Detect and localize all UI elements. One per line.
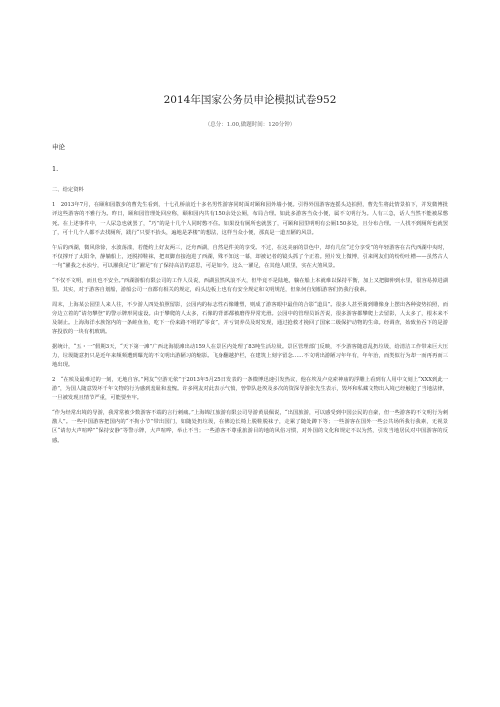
paragraph: 1 2013年7月，在颐和园散步的曹先生看到，十七孔桥前近十多名男性游客同时面对颐和园外墙小便。引得外国游客连摇头边拍照，曹先生将此情景拍下，并发微博批评这些游客的不雅行为。昨日，颐和园管理处回应称，颐和园内共有150余处公厕，布局合理。如此多游客当众小便，属不文明行为。人有三急，话人当然不能被尿憋死。在上述事件中，一人尿急也就罢了，“巧”的是十几个人同时憋不住。如果没有厕所也就罢了，可颐和园里明明有公厕150多处，且分布合理。一人找不到厕所也就罢了，可十几个人都不去找厕所，践行“只要不抬头，遍地是茅楼”的想法，这样当众小便，那真是一道丑陋的风景。 xyxy=(52,202,448,236)
section-title: 申论 xyxy=(52,143,65,151)
sub-heading: 二、给定资料 xyxy=(52,187,84,193)
paragraph: 午后的西湖，微风徐徐，水波荡漾，若能约上好友两三，泛舟西湖，自然是件美的享受。不过，在这美丽的景色中，却有几位“过分享受”的年轻游客在古代西湖中央时，不仅撑开了太阳伞，静躺船上，还脱掉鞋袜，把双脚直接泡进了西湖，殊不知这一幕，却被记者的镜头抓了个正着。照片发上微博，引来网友们的纷纷吐槽——虽然古人一句“濯我之水浊兮，可以濯我足”让“濯足”有了保持高洁的意思，可是如今，这么一濯足，在其他人眼里，实在大煞风景。 xyxy=(52,244,448,269)
document-title: 2014年国家公务员申论模拟试卷952 xyxy=(163,94,337,106)
paragraph: “作为经常出境的导游，我常常被少数游客不端的言行刺痛。”上海锦江旅游有限公司导游黄晨佩说，“出国旅游，可以感受到中国公民的自豪，但一些游客的不文明行为刺激人”。一些中国游客把国内的“不拘小节”带出国门，如随处扔垃圾，在佛边长椅上脱鞋脱袜子，走累了随处蹲下等；一些游客在国外一些公共场所我行我素，无视景区“请勿大声喧哗”“保持安静”等警示牌，大声喧哗，举止不当；一些游客不尊重旅游目的地的风俗习惯，对外国的文化和规定不以为然，引发当地居民对中国游客的反感。 xyxy=(52,410,448,444)
exam-meta: （总分：1.00,做题时间：120分钟） xyxy=(204,122,296,128)
paragraph: 周末，上海某公园里人来人往，不少游人四处拍照留影，公园内的标志性石像雕塑，则成了游客眼中最佳的合影“道具”。很多人甚至骑到雕像身上摆出各种姿势拍照，而旁边立着的“请勿攀登”的警示牌形同虚设。由于攀爬的人太多，石像的背部都被磨得异常光滑。公园中的管理员诉苦说，很多游客都攀爬上去留影，人太多了，根本来不及制止。上海海洋水族馆内的一条鲑鱼鱼，吃下一份来路不明的“零食”，并亏饲养员及时发现，通过抢救才挽回了国家二级保护动物的生命。经调查，始致鱼吞下的是游客投放的一块有机玻璃。 xyxy=(52,301,448,336)
paragraph: “不仅不文明，而且也不安全。”西湖游船有限公司的工作人员说，西湖虽然风浪不大，但毕竟不是陆地，躺在船上本就难以保持平衡，加上又把脚伸到水里，很容易掉进湖里。其实，对于游客自划船，游船公司一直都有相关的规定，码头边板上也有有安全规定和文明规范，但象何自划船游客们仍我行我素。 xyxy=(52,277,448,293)
question-number: 1. xyxy=(52,165,59,173)
paragraph: 2 “在殡及最难过的一刻，无地自容。”网友“空游无依”于2013年5月25日发表的一条微博迅速引发热议，他在埃及卢克索神庙的浮雕上看到有人用中文刻上“XXX到此一游”，为国人随意毁坏千年文物的行为感到羞耻和羞愧。许多网友对此表示气愤，曾带队赴埃及多次的资深导游张先生表示，毁坏和私藏文物出入境已经触犯了当地法律，一旦被发现且情节严重，可能要坐牢。 xyxy=(52,376,448,402)
paragraph: 据统计，“五・一”假期3天，“天下第一滩”广西北海银滩出动159人在景区内处理了83吨生活垃圾。景区管理部门反映，不少游客随意乱扔垃圾，给清洁工作带来巨大压力，垃圾随意扔只是近年来频频遭到曝光的不文明出游陋习的缩影。飞身翻越护栏，在建筑上刻字留念……不文明出游陋习年年有，年年治，而类似行为却一而再再而三地出现。 xyxy=(52,343,448,369)
content-body xyxy=(52,186,448,451)
